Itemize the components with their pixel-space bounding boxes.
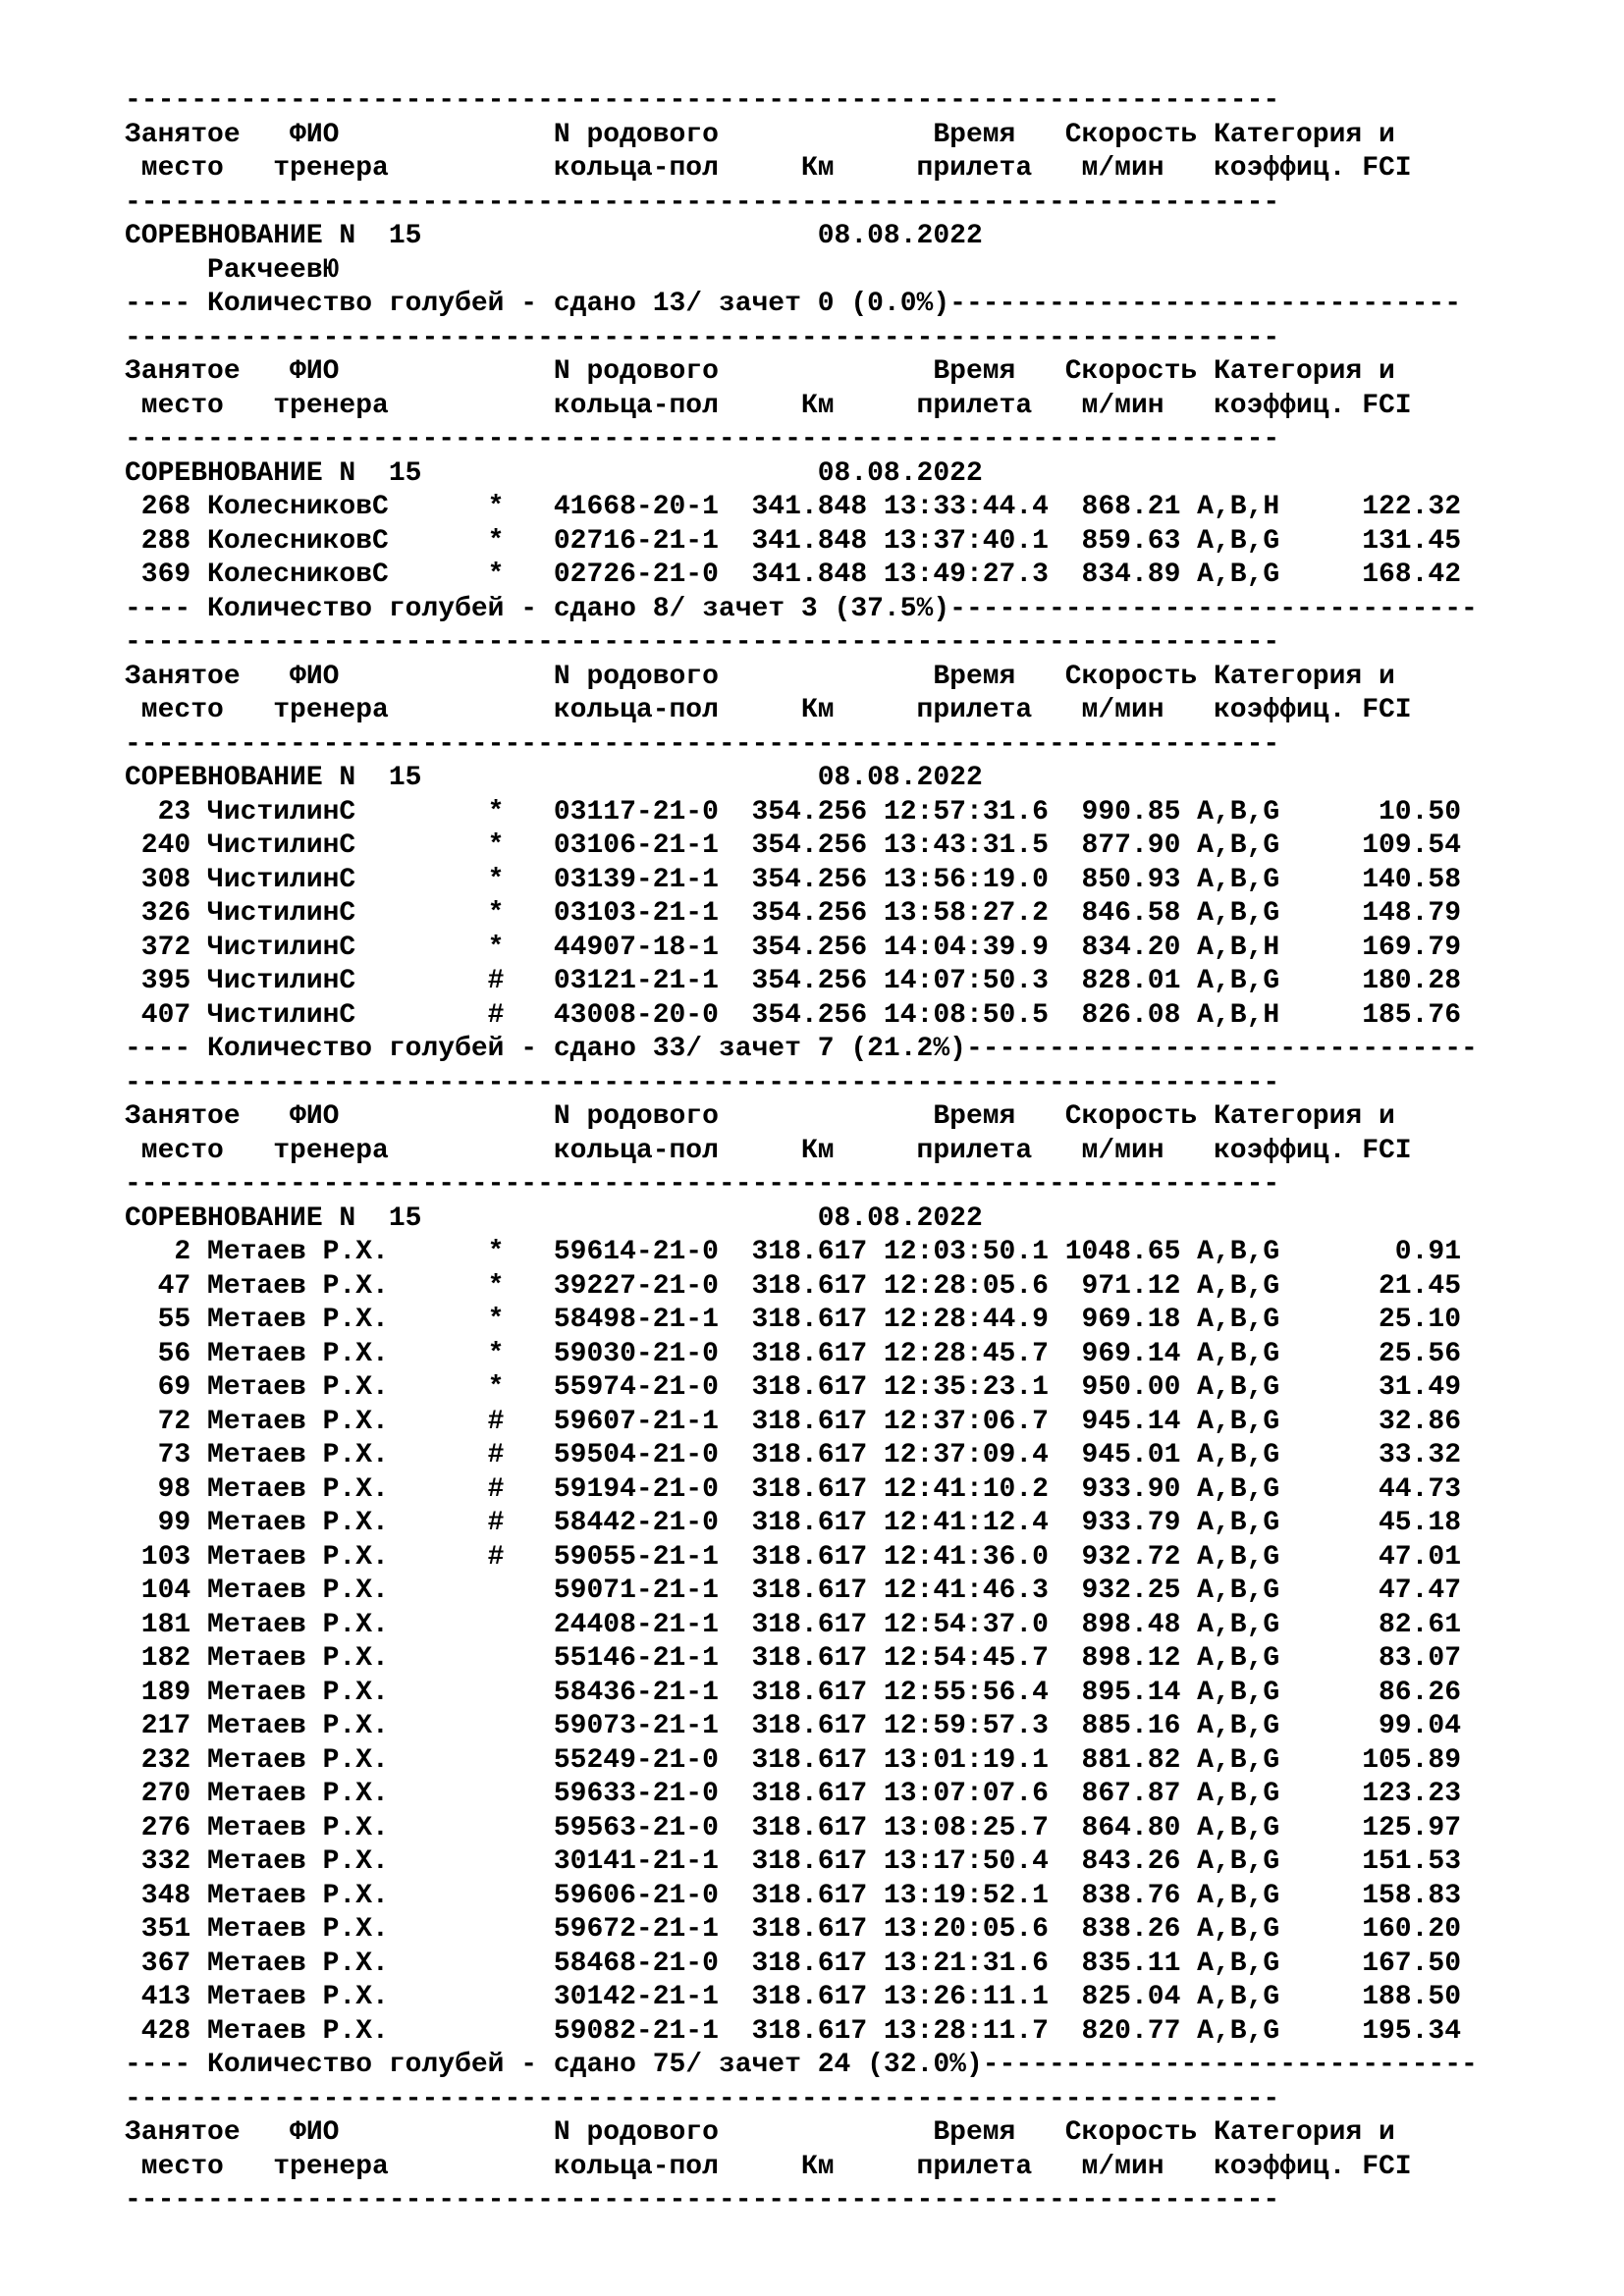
result-row: 276 Метаев Р.Х. 59563-21-0 318.617 13:08:25.7 864.80 A,B,G 125.97 (125, 1812, 1462, 1843)
separator-line: ---------------------------------------------------------------------- (125, 1067, 1280, 1098)
result-row: 407 ЧистилинС # 43008-20-0 354.256 14:08:50.5 826.08 A,B,H 185.76 (125, 999, 1462, 1031)
result-row: 55 Метаев Р.Х. * 58498-21-1 318.617 12:28:44.9 969.18 A,B,G 25.10 (125, 1305, 1462, 1335)
summary-line: ---- Количество голубей - сдано 8/ зачет 3 (37.5%)-------------------------------- (125, 593, 1478, 624)
result-row: 413 Метаев Р.Х. 30142-21-1 318.617 13:26:11.1 825.04 A,B,G 188.50 (125, 1982, 1462, 2012)
summary-line: ---- Количество голубей - сдано 13/ зачет 0 (0.0%)------------------------------- (125, 289, 1462, 319)
result-row: 181 Метаев Р.Х. 24408-21-1 318.617 12:54:37.0 898.48 A,B,G 82.61 (125, 1609, 1462, 1640)
result-row: 268 КолесниковС * 41668-20-1 341.848 13:33:44.4 868.21 A,B,H 122.32 (125, 492, 1462, 522)
result-row: 104 Метаев Р.Х. 59071-21-1 318.617 12:41:46.3 932.25 A,B,G 47.47 (125, 1575, 1462, 1606)
result-row: 189 Метаев Р.Х. 58436-21-1 318.617 12:55:56.4 895.14 A,B,G 86.26 (125, 1677, 1462, 1708)
result-row: 369 КолесниковС * 02726-21-0 341.848 13:49:27.3 834.89 A,B,G 168.42 (125, 560, 1462, 590)
result-row: 73 Метаев Р.Х. # 59504-21-0 318.617 12:37:09.4 945.01 A,B,G 33.32 (125, 1440, 1462, 1470)
result-row: 332 Метаев Р.Х. 30141-21-1 318.617 13:17:50.4 843.26 A,B,G 151.53 (125, 1846, 1462, 1877)
separator-line: ---------------------------------------------------------------------- (125, 728, 1280, 760)
result-row: 270 Метаев Р.Х. 59633-21-0 318.617 13:07:07.6 867.87 A,B,G 123.23 (125, 1779, 1462, 1809)
result-row: 372 ЧистилинС * 44907-18-1 354.256 14:04:39.9 834.20 A,B,H 169.79 (125, 932, 1462, 963)
result-row: 308 ЧистилинС * 03139-21-1 354.256 13:56:19.0 850.93 A,B,G 140.58 (125, 864, 1462, 895)
separator-line: ---------------------------------------------------------------------- (125, 424, 1280, 454)
result-row: 351 Метаев Р.Х. 59672-21-1 318.617 13:20:05.6 838.26 A,B,G 160.20 (125, 1914, 1462, 1945)
summary-line: ---- Количество голубей - сдано 75/ зачет 24 (32.0%)------------------------------ (125, 2050, 1478, 2080)
separator-line: ---------------------------------------------------------------------- (125, 2185, 1280, 2216)
result-row: 72 Метаев Р.Х. # 59607-21-1 318.617 12:37:06.7 945.14 A,B,G 32.86 (125, 1406, 1462, 1437)
separator-line: ---------------------------------------------------------------------- (125, 2083, 1280, 2114)
column-header-line: Занятое ФИО N родового Время Скорость Категория и (125, 2117, 1395, 2148)
result-row: 428 Метаев Р.Х. 59082-21-1 318.617 13:28:11.7 820.77 A,B,G 195.34 (125, 2015, 1462, 2047)
column-header-line: место тренера кольца-пол Км прилета м/мин коэффиц. FCI (125, 153, 1412, 184)
result-row: 98 Метаев Р.Х. # 59194-21-0 318.617 12:41:10.2 933.90 A,B,G 44.73 (125, 1473, 1462, 1505)
result-row: 395 ЧистилинС # 03121-21-1 354.256 14:07:50.3 828.01 A,B,G 180.28 (125, 966, 1462, 996)
column-header-line: Занятое ФИО N родового Время Скорость Категория и (125, 661, 1395, 692)
competition-line: СОРЕВНОВАНИЕ N 15 08.08.2022 (125, 763, 983, 793)
column-header-line: место тренера кольца-пол Км прилета м/мин коэффиц. FCI (125, 1135, 1412, 1166)
result-row: 182 Метаев Р.Х. 55146-21-1 318.617 12:54:45.7 898.12 A,B,G 83.07 (125, 1643, 1462, 1674)
column-header-line: Занятое ФИО N родового Время Скорость Категория и (125, 356, 1395, 387)
column-header-line: место тренера кольца-пол Км прилета м/мин коэффиц. FCI (125, 2151, 1412, 2182)
result-row: 2 Метаев Р.Х. * 59614-21-0 318.617 12:03:50.1 1048.65 A,B,G 0.91 (125, 1237, 1462, 1267)
result-row: 99 Метаев Р.Х. # 58442-21-0 318.617 12:41:12.4 933.79 A,B,G 45.18 (125, 1508, 1462, 1538)
separator-line: ---------------------------------------------------------------------- (125, 187, 1280, 218)
competition-line: СОРЕВНОВАНИЕ N 15 08.08.2022 (125, 1202, 983, 1234)
result-row: 47 Метаев Р.Х. * 39227-21-0 318.617 12:28:05.6 971.12 A,B,G 21.45 (125, 1270, 1462, 1302)
result-row: 103 Метаев Р.Х. # 59055-21-1 318.617 12:41:36.0 932.72 A,B,G 47.01 (125, 1541, 1462, 1573)
result-row: 288 КолесниковС * 02716-21-1 341.848 13:37:40.1 859.63 A,B,G 131.45 (125, 525, 1462, 557)
column-header-line: место тренера кольца-пол Км прилета м/мин коэффиц. FCI (125, 390, 1412, 421)
result-row: 326 ЧистилинС * 03103-21-1 354.256 13:58:27.2 846.58 A,B,G 148.79 (125, 898, 1462, 929)
result-row: 348 Метаев Р.Х. 59606-21-0 318.617 13:19:52.1 838.76 A,B,G 158.83 (125, 1880, 1462, 1911)
text-line: РакчеевЮ (125, 254, 340, 286)
result-row: 232 Метаев Р.Х. 55249-21-0 318.617 13:01:19.1 881.82 A,B,G 105.89 (125, 1744, 1462, 1776)
separator-line: ---------------------------------------------------------------------- (125, 85, 1280, 116)
column-header-line: Занятое ФИО N родового Время Скорость Категория и (125, 1101, 1395, 1132)
result-row: 56 Метаев Р.Х. * 59030-21-0 318.617 12:28:45.7 969.14 A,B,G 25.56 (125, 1338, 1462, 1369)
competition-line: СОРЕВНОВАНИЕ N 15 08.08.2022 (125, 221, 983, 251)
column-header-line: место тренера кольца-пол Км прилета м/мин коэффиц. FCI (125, 695, 1412, 725)
result-row: 23 ЧистилинС * 03117-21-0 354.256 12:57:31.6 990.85 A,B,G 10.50 (125, 796, 1462, 828)
result-row: 240 ЧистилинС * 03106-21-1 354.256 13:43:31.5 877.90 A,B,G 109.54 (125, 830, 1462, 861)
result-row: 367 Метаев Р.Х. 58468-21-0 318.617 13:21:31.6 835.11 A,B,G 167.50 (125, 1948, 1462, 1979)
column-header-line: Занятое ФИО N родового Время Скорость Категория и (125, 119, 1395, 150)
competition-line: СОРЕВНОВАНИЕ N 15 08.08.2022 (125, 457, 983, 489)
separator-line: ---------------------------------------------------------------------- (125, 322, 1280, 353)
results-printout (125, 84, 1597, 2218)
separator-line: ---------------------------------------------------------------------- (125, 627, 1280, 658)
result-row: 69 Метаев Р.Х. * 55974-21-0 318.617 12:35:23.1 950.00 A,B,G 31.49 (125, 1372, 1462, 1403)
summary-line: ---- Количество голубей - сдано 33/ зачет 7 (21.2%)------------------------------- (125, 1034, 1478, 1064)
separator-line: ---------------------------------------------------------------------- (125, 1169, 1280, 1200)
result-row: 217 Метаев Р.Х. 59073-21-1 318.617 12:59:57.3 885.16 A,B,G 99.04 (125, 1711, 1462, 1741)
